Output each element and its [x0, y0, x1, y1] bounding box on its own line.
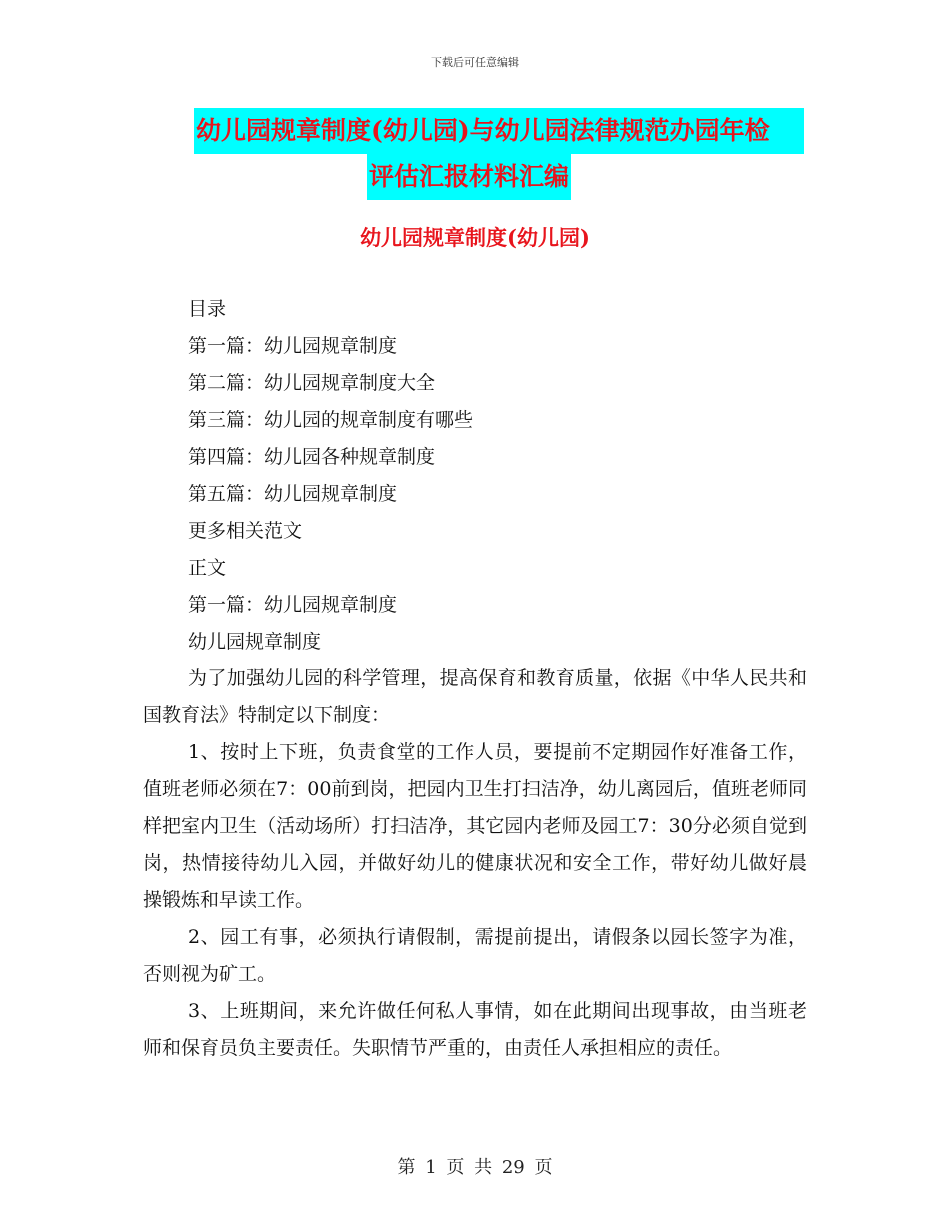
paragraph: 为了加强幼儿园的科学管理，提高保育和教育质量，依据《中华人民共和国教育法》特制定以下制度： — [143, 667, 807, 726]
main-label: 正文 — [188, 557, 227, 579]
toc-heading: 目录 — [188, 298, 227, 320]
body-text — [143, 660, 807, 1067]
toc-item: 第五篇：幼儿园规章制度 — [188, 483, 398, 505]
header-note: 下载后可任意编辑 — [431, 56, 519, 69]
paragraph: 3、上班期间，来允许做任何私人事情，如在此期间出现事故，由当班老师和保育员负主要责任。失职情节严重的，由责任人承担相应的责任。 — [143, 1000, 807, 1059]
page-footer: 第 1 页 共 29 页 — [397, 1157, 553, 1178]
toc-item: 第三篇：幼儿园的规章制度有哪些 — [188, 409, 474, 431]
toc-item: 第一篇：幼儿园规章制度 — [188, 335, 398, 357]
chapter-title: 第一篇：幼儿园规章制度 — [188, 594, 398, 616]
section-title: 幼儿园规章制度 — [188, 631, 322, 653]
title-line-2: 评估汇报材料汇编 — [367, 154, 571, 200]
title-line-1: 幼儿园规章制度(幼儿园)与幼儿园法律规范办园年检 — [194, 108, 804, 154]
toc-more: 更多相关范文 — [188, 520, 303, 542]
toc-item: 第二篇：幼儿园规章制度大全 — [188, 372, 436, 394]
table-of-contents — [188, 291, 473, 661]
section-subtitle: 幼儿园规章制度(幼儿园) — [360, 225, 590, 250]
toc-item: 第四篇：幼儿园各种规章制度 — [188, 446, 436, 468]
paragraph: 2、园工有事，必须执行请假制，需提前提出，请假条以园长签字为准，否则视为矿工。 — [143, 926, 807, 985]
paragraph: 1、按时上下班，负责食堂的工作人员，要提前不定期园作好准备工作，值班老师必须在7：00前到岗，把园内卫生打扫洁净，幼儿离园后，值班老师同样把室内卫生（活动场所）打扫洁净，其它园内老师及园工7：30分必须自觉到岗，热情接待幼儿入园，并做好幼儿的健康状况和安全工作，带好幼儿做好晨操锻炼和早读工作。 — [143, 741, 807, 911]
